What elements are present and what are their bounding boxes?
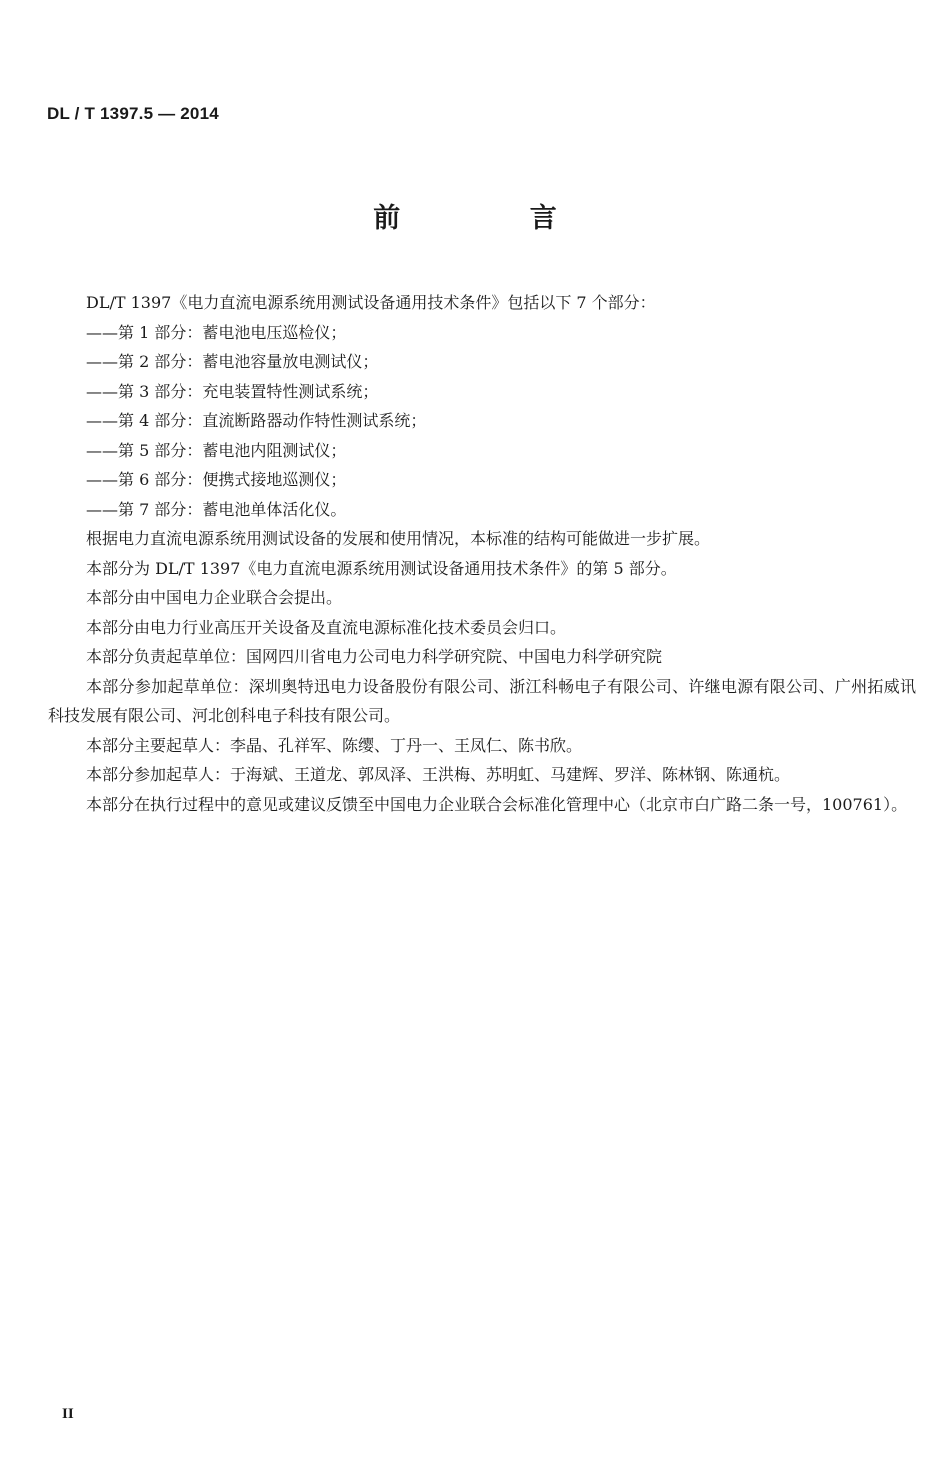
body-paragraph: 本部分参加起草人：于海斌、王道龙、郭凤泽、王洪梅、苏明虹、马建辉、罗洋、陈林钢、陈通杭。 bbox=[86, 765, 791, 784]
part-list-item: ——第 3 部分：充电装置特性测试系统； bbox=[86, 381, 379, 401]
page-number: II bbox=[62, 1406, 74, 1422]
part-list-item: ——第 4 部分：直流断路器动作特性测试系统； bbox=[86, 411, 427, 430]
body-paragraph: 本部分负责起草单位：国网四川省电力公司电力科学研究院、中国电力科学研究院 bbox=[86, 647, 663, 666]
body-paragraph: 根据电力直流电源系统用测试设备的发展和使用情况，本标准的结构可能做进一步扩展。 bbox=[86, 529, 711, 548]
body-paragraph: 本部分参加起草单位：深圳奥特迅电力设备股份有限公司、浙江科畅电子有限公司、许继电源有限公司、广州拓威讯科技发展有限公司、河北创科电子科技有限公司。 bbox=[48, 676, 916, 725]
intro-paragraph: DL/T 1397《电力直流电源系统用测试设备通用技术条件》包括以下 7 个部分： bbox=[86, 293, 656, 312]
part-list-item: ——第 2 部分：蓄电池容量放电测试仪； bbox=[86, 352, 379, 371]
body-paragraph: 本部分在执行过程中的意见或建议反馈至中国电力企业联合会标准化管理中心（北京市白广路二条一号，100761）。 bbox=[86, 794, 908, 814]
page-title: 前 言 bbox=[373, 203, 617, 234]
part-list-item: ——第 6 部分：便携式接地巡测仪； bbox=[86, 470, 347, 489]
part-list-item: ——第 7 部分：蓄电池单体活化仪。 bbox=[86, 499, 347, 519]
body-paragraph: 本部分由电力行业高压开关设备及直流电源标准化技术委员会归口。 bbox=[86, 617, 567, 637]
part-list-item: ——第 1 部分：蓄电池电压巡检仪； bbox=[86, 322, 347, 342]
standard-code: DL / T 1397.5 — 2014 bbox=[47, 104, 219, 123]
body-paragraph: 本部分为 DL/T 1397《电力直流电源系统用测试设备通用技术条件》的第 5 部分。 bbox=[86, 558, 677, 578]
body-paragraph: 本部分由中国电力企业联合会提出。 bbox=[86, 588, 343, 607]
body-paragraph: 本部分主要起草人：李晶、孔祥军、陈缨、丁丹一、王凤仁、陈书欣。 bbox=[86, 735, 583, 755]
foreword-body bbox=[48, 288, 916, 819]
part-list-item: ——第 5 部分：蓄电池内阻测试仪； bbox=[86, 440, 347, 460]
